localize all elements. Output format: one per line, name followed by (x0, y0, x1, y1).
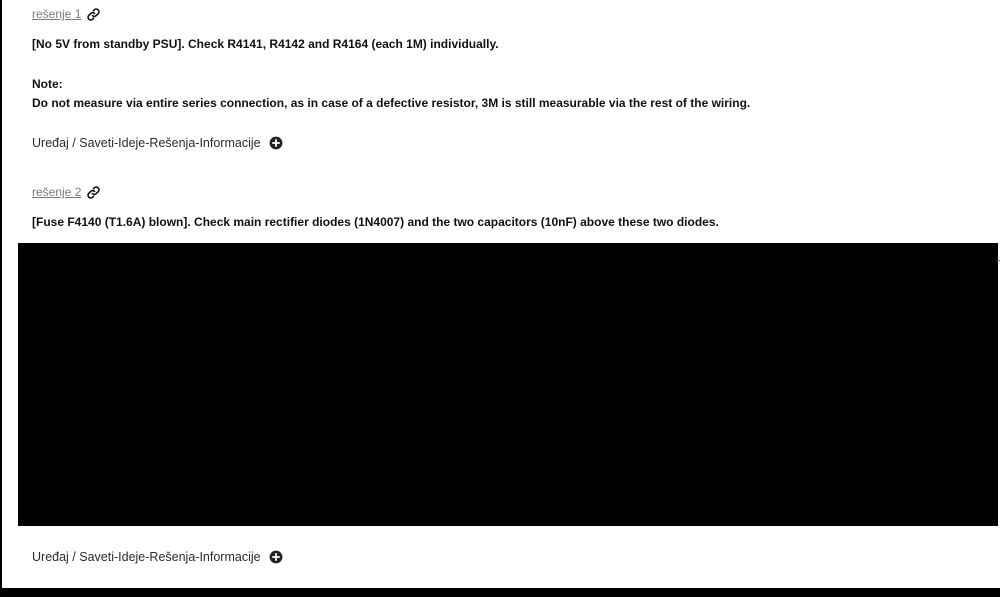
link-icon[interactable] (87, 186, 100, 199)
category-breadcrumb[interactable]: Uređaj / Saveti-Ideje-Rešenja-Informacije (32, 136, 261, 150)
solution-1-link[interactable]: rešenje 1 (32, 7, 82, 21)
plus-circle-icon[interactable] (269, 550, 283, 564)
link-icon[interactable] (87, 8, 100, 21)
solution-1-note-heading: Note: (32, 77, 63, 91)
solution-2-link[interactable]: rešenje 2 (32, 185, 82, 199)
plus-circle-icon[interactable] (269, 136, 283, 150)
category-breadcrumb[interactable]: Uređaj / Saveti-Ideje-Rešenja-Informacije (32, 550, 261, 564)
page-content (2, 0, 1000, 588)
solution-1-problem: [No 5V from standby PSU]. Check R4141, R4142 and R4164 (each 1M) individually. (32, 37, 499, 51)
solution-1-category (32, 136, 283, 150)
solution-2-problem: [Fuse F4140 (T1.6A) blown]. Check main rectifier diodes (1N4007) and the two capacitors (10nF) above these two diodes. (32, 215, 719, 229)
redacted-image-area (18, 243, 998, 526)
solution-1-header (32, 7, 100, 21)
solution-2-category (32, 550, 283, 564)
solution-1-note-text: Do not measure via entire series connection, as in case of a defective resistor, 3M is still measurable via the rest of the wiring. (32, 96, 751, 110)
solution-2-header (32, 185, 100, 199)
